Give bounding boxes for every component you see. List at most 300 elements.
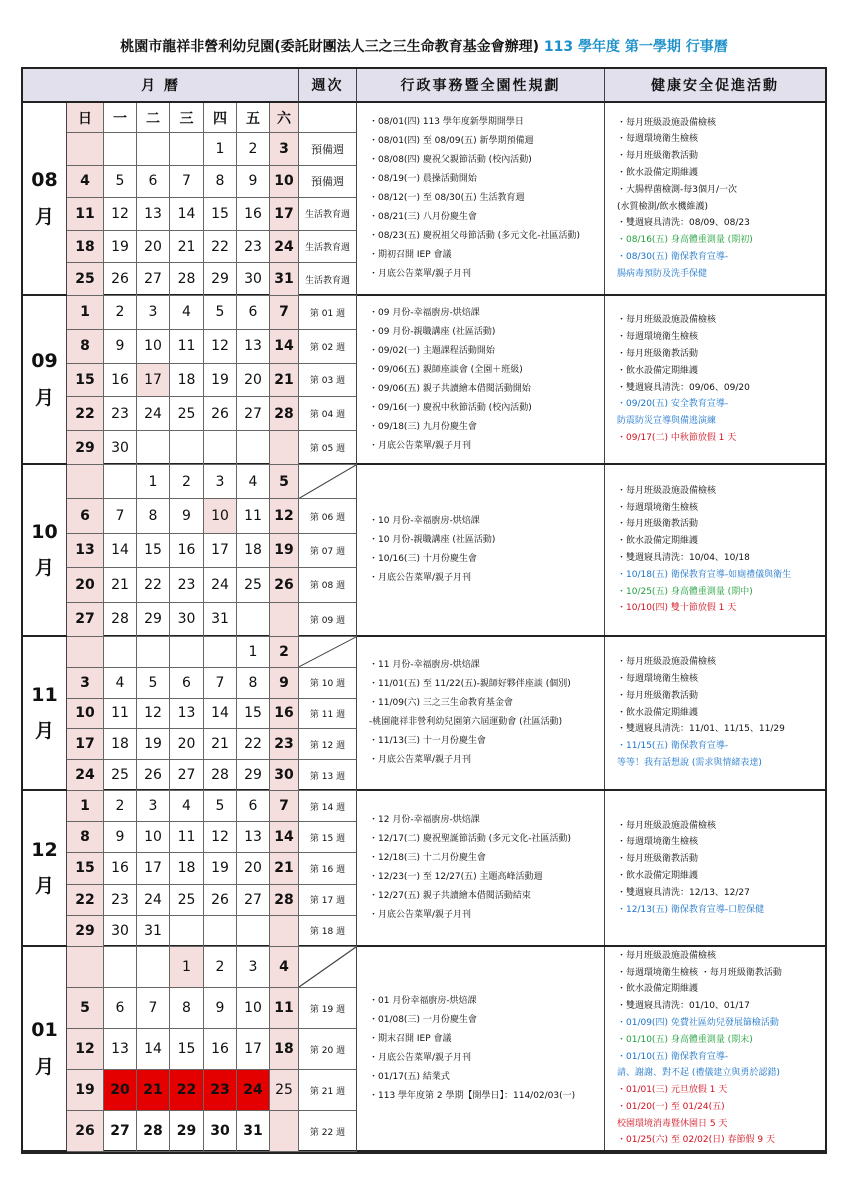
- health-activities: [605, 103, 825, 294]
- calendar-day: 28: [104, 603, 137, 637]
- calendar-day: 19: [104, 231, 137, 264]
- calendar-day: 8: [204, 166, 237, 199]
- calendar-day: 15: [67, 364, 104, 398]
- calendar-day: 1: [137, 465, 170, 499]
- calendar-day: 17: [67, 729, 104, 760]
- calendar-day: 14: [270, 330, 299, 364]
- health-activity-item: ・每月班級衛教活動: [617, 151, 699, 162]
- calendar-day: 18: [270, 1029, 299, 1070]
- calendar-day: 27: [104, 1111, 137, 1152]
- calendar-day: 30: [104, 431, 137, 465]
- week-label: 生活教育週: [299, 231, 357, 264]
- calendar-day: 24: [237, 1070, 270, 1111]
- calendar-day: 26: [137, 760, 170, 791]
- weekday-header: 五: [237, 103, 270, 133]
- calendar-day: 29: [67, 431, 104, 465]
- calendar-day: 22: [170, 1070, 204, 1111]
- health-activity-item: ・12/13(五) 衛保教育宣導-口腔保健: [617, 904, 765, 915]
- health-activity-item: ・雙週寢具清洗：11/01、11/15、11/29: [617, 724, 785, 735]
- calendar-day: 22: [67, 885, 104, 916]
- calendar-day: 12: [270, 499, 299, 533]
- calendar-day: 3: [67, 668, 104, 699]
- month-suffix: 月: [34, 386, 54, 409]
- calendar-day: 27: [137, 263, 170, 296]
- calendar-day: [67, 947, 104, 988]
- health-activities: [605, 947, 825, 1150]
- calendar-day: 27: [67, 603, 104, 637]
- month-block-09: [23, 296, 825, 465]
- health-activity-item: ・飲水設備定期維護: [617, 871, 699, 881]
- calendar-day: 31: [137, 916, 170, 947]
- calendar-day: 5: [137, 668, 170, 699]
- calendar-day: 21: [137, 1070, 170, 1111]
- health-activity-item: 防震防災宣導與備逃演練: [617, 416, 717, 427]
- calendar-day: 15: [137, 534, 170, 568]
- calendar-day: 29: [137, 603, 170, 637]
- calendar-day: 5: [104, 166, 137, 199]
- month-suffix: 月: [34, 720, 54, 742]
- calendar-day: 17: [137, 364, 170, 398]
- title-year: 113 學年度 第一學期 行事曆: [543, 39, 728, 55]
- calendar-day: 9: [104, 822, 137, 853]
- health-activity-item: 腸病毒預防及洗手保健: [617, 268, 708, 279]
- calendar-day: [170, 916, 204, 947]
- health-activity-item: ・每週環境衛生檢核: [617, 674, 699, 684]
- calendar-day: 21: [104, 568, 137, 602]
- calendar-day: 12: [104, 198, 137, 231]
- health-activity-item: ・每月班級衛教活動: [617, 348, 699, 359]
- health-activity-item: ・雙週寢具清洗：01/10、01/17: [617, 1001, 750, 1012]
- calendar-day: 25: [270, 1070, 299, 1111]
- admin-event-item: ・12/17(二) 慶祝聖誕節活動 (多元文化-社區活動): [369, 834, 571, 844]
- health-activity-item: ・每月班級設施設備檢核: [617, 485, 717, 496]
- calendar-day: 1: [204, 133, 237, 166]
- calendar-day: 8: [237, 668, 270, 699]
- admin-event-item: ・10/16(三) 十月份慶生會: [369, 554, 477, 564]
- admin-events: [357, 947, 605, 1150]
- week-header-blank: [299, 103, 357, 133]
- month-block-08: [23, 103, 825, 296]
- calendar-day: 3: [270, 133, 299, 166]
- admin-event-item: -桃園龍祥非營利幼兒園第六屆運動會 (社區活動): [369, 717, 563, 727]
- health-activity-item: ・01/01(三) 元旦放假 1 天: [617, 1085, 728, 1096]
- month-block-12: [23, 791, 825, 947]
- week-label: 第 09 週: [299, 603, 357, 637]
- calendar-day: 5: [270, 465, 299, 499]
- health-activity-item: ・每週環境衛生檢核: [617, 502, 699, 513]
- calendar-day: 20: [237, 364, 270, 398]
- calendar-day: 21: [270, 853, 299, 884]
- calendar-day: 29: [170, 1111, 204, 1152]
- calendar-day: 7: [137, 988, 170, 1029]
- health-activity-item: ・每月班級設施設備檢核: [617, 820, 717, 831]
- calendar-day: 13: [67, 534, 104, 568]
- week-label: 第 17 週: [299, 885, 357, 916]
- calendar-day: 16: [204, 1029, 237, 1070]
- admin-event-item: ・期初召開 IEP 會議: [369, 250, 452, 260]
- calendar-day: 20: [170, 729, 204, 760]
- admin-event-item: ・09/18(三) 九月份慶生會: [369, 421, 477, 432]
- calendar-day: 16: [104, 853, 137, 884]
- health-activity-item: ・每月班級衛教活動: [617, 690, 699, 701]
- month-block-01: [23, 947, 825, 1152]
- calendar-day: 10: [137, 822, 170, 853]
- health-activity-item: ・10/10(四) 雙十節放假 1 天: [617, 603, 737, 614]
- admin-event-item: ・08/01(四) 至 08/09(五) 新學期預備週: [369, 136, 534, 146]
- admin-event-item: ・月底公告菜單/親子月刊: [369, 910, 472, 920]
- calendar-day: 17: [270, 198, 299, 231]
- calendar-day: 2: [270, 637, 299, 668]
- admin-events: [357, 103, 605, 294]
- week-label: 第 06 週: [299, 499, 357, 533]
- calendar-day: 19: [67, 1070, 104, 1111]
- calendar-day: 12: [204, 822, 237, 853]
- calendar-day: [204, 916, 237, 947]
- admin-event-item: ・10 月份-親職講座 (社區活動): [369, 535, 496, 545]
- calendar-day: 14: [137, 1029, 170, 1070]
- calendar-day: 10: [270, 166, 299, 199]
- calendar-day: [270, 431, 299, 465]
- health-activity-item: ・每週環境衛生檢核: [617, 134, 699, 145]
- health-activity-item: ・雙週寢具清洗：09/06、09/20: [617, 382, 750, 393]
- calendar-day: 7: [170, 166, 204, 199]
- calendar-day: [137, 133, 170, 166]
- calendar-day: 23: [204, 1070, 237, 1111]
- calendar-day: [104, 637, 137, 668]
- health-activities: [605, 637, 825, 789]
- week-label: 第 13 週: [299, 760, 357, 791]
- calendar-day: 31: [270, 263, 299, 296]
- calendar-day: 14: [270, 822, 299, 853]
- health-activity-item: ・01/09(四) 免費社區幼兒發展篩檢活動: [617, 1017, 779, 1028]
- admin-event-item: ・08/01(四) 113 學年度新學期開學日: [369, 117, 524, 127]
- calendar-day: [67, 133, 104, 166]
- admin-event-item: ・01/17(五) 結業式: [369, 1071, 450, 1082]
- header-admin: 行政事務暨全園性規劃: [357, 69, 605, 103]
- health-activity-item: 請、謝謝、對不起 (禮儀建立與勇於認錯): [617, 1068, 780, 1079]
- week-label: 第 19 週: [299, 988, 357, 1029]
- admin-event-item: ・09 月份-親職講座 (社區活動): [369, 326, 496, 337]
- admin-event-item: ・月底公告菜單/親子月刊: [369, 755, 472, 765]
- health-activity-item: ・10/18(五) 衛保教育宣導-如廁禮儀與衛生: [617, 569, 792, 580]
- calendar-day: 5: [204, 791, 237, 822]
- calendar-day: 11: [270, 988, 299, 1029]
- diagonal-slash-icon: [299, 947, 356, 987]
- week-label: 第 18 週: [299, 916, 357, 947]
- admin-events: [357, 465, 605, 635]
- calendar-day: 25: [237, 568, 270, 602]
- month-name: [23, 103, 67, 294]
- calendar-day: 22: [204, 231, 237, 264]
- calendar-day: 14: [170, 198, 204, 231]
- calendar-day: 23: [270, 729, 299, 760]
- month-number: 08: [31, 169, 58, 192]
- calendar-day: 12: [67, 1029, 104, 1070]
- admin-event-item: ・08/19(一) 晨操活動開始: [369, 174, 477, 184]
- week-label: 第 05 週: [299, 431, 357, 465]
- health-activity-item: ・每月班級設施設備檢核: [617, 117, 717, 128]
- header-health: 健康安全促進活動: [605, 69, 825, 103]
- week-label: 第 10 週: [299, 668, 357, 699]
- admin-event-item: ・11/01(五) 至 11/22(五)-親師好夥伴座談 (個別): [369, 679, 571, 689]
- calendar-day: 7: [204, 668, 237, 699]
- health-activity-item: ・大腸桿菌檢測-每3個月/一次: [617, 184, 738, 195]
- week-label: 生活教育週: [299, 198, 357, 231]
- admin-event-item: ・10 月份-幸福廚房-烘焙課: [369, 516, 480, 526]
- week-label-empty: [299, 637, 357, 668]
- weekday-header: 四: [204, 103, 237, 133]
- week-label: 第 14 週: [299, 791, 357, 822]
- calendar-day: 8: [67, 330, 104, 364]
- calendar-day: 24: [137, 397, 170, 431]
- month-suffix: 月: [34, 205, 54, 228]
- week-label: 第 02 週: [299, 330, 357, 364]
- weekday-header: 一: [104, 103, 137, 133]
- month-name: [23, 637, 67, 789]
- calendar-day: 6: [237, 296, 270, 330]
- admin-event-item: ・08/12(一) 至 08/30(五) 生活教育週: [369, 193, 525, 203]
- calendar-day: [170, 431, 204, 465]
- calendar-day: 5: [67, 988, 104, 1029]
- health-activity-item: 校園環境消毒暨休園日 5 天: [617, 1118, 728, 1129]
- week-label: 生活教育週: [299, 263, 357, 296]
- health-activity-item: ・09/20(五) 安全教育宣導-: [617, 399, 729, 410]
- calendar-day: 24: [204, 568, 237, 602]
- calendar-day: 4: [67, 166, 104, 199]
- calendar-day: 14: [204, 699, 237, 730]
- month-number: 12: [31, 838, 58, 861]
- calendar-day: 3: [137, 296, 170, 330]
- week-label-empty: [299, 465, 357, 499]
- admin-event-item: ・月底公告菜單/親子月刊: [369, 573, 472, 583]
- calendar-day: [137, 637, 170, 668]
- health-activities: [605, 465, 825, 635]
- calendar-day: 18: [104, 729, 137, 760]
- health-activity-item: ・08/30(五) 衛保教育宣導-: [617, 251, 729, 262]
- calendar-day: 19: [204, 853, 237, 884]
- admin-event-item: ・月底公告菜單/親子月刊: [369, 269, 472, 279]
- health-activity-item: ・每週環境衛生檢核 ・每月班級衛教活動: [617, 967, 782, 978]
- calendar-day: 22: [137, 568, 170, 602]
- calendar-day: 14: [104, 534, 137, 568]
- calendar-day: 25: [170, 885, 204, 916]
- calendar-day: 26: [270, 568, 299, 602]
- health-activity-item: ・飲水設備定期維護: [617, 365, 699, 376]
- calendar-day: 20: [237, 853, 270, 884]
- health-activity-item: 等等！我有話想說 (需求與情緒表達): [617, 757, 762, 768]
- health-activity-item: ・01/10(五) 身高體重測量 (期末): [617, 1034, 753, 1045]
- calendar-day: 6: [170, 668, 204, 699]
- calendar-day: 24: [270, 231, 299, 264]
- calendar-day: 26: [67, 1111, 104, 1152]
- calendar-day: 7: [104, 499, 137, 533]
- admin-event-item: ・12/23(一) 至 12/27(五) 主題高峰活動週: [369, 872, 543, 882]
- week-label: 第 21 週: [299, 1070, 357, 1111]
- calendar-day: 29: [204, 263, 237, 296]
- admin-event-item: ・09/06(五) 親子共讀繪本借閱活動開始: [369, 383, 531, 394]
- calendar-day: 4: [170, 296, 204, 330]
- month-name: [23, 296, 67, 463]
- calendar-day: 15: [170, 1029, 204, 1070]
- calendar-day: 24: [137, 885, 170, 916]
- calendar-day: [170, 637, 204, 668]
- page-title: [0, 36, 848, 56]
- week-label: 第 12 週: [299, 729, 357, 760]
- calendar-day: 10: [204, 499, 237, 533]
- week-label-empty: [299, 947, 357, 988]
- calendar-day: 8: [170, 988, 204, 1029]
- calendar-day: [104, 465, 137, 499]
- health-activity-item: ・飲水設備定期維護: [617, 984, 699, 995]
- calendar-day: 27: [237, 885, 270, 916]
- calendar-day: 30: [170, 603, 204, 637]
- calendar-day: [104, 133, 137, 166]
- calendar-day: 1: [170, 947, 204, 988]
- calendar-day: 20: [67, 568, 104, 602]
- month-name: [23, 465, 67, 635]
- header-calendar: 月 曆: [23, 69, 299, 103]
- calendar-day: 15: [204, 198, 237, 231]
- month-number: 01: [31, 1019, 58, 1042]
- calendar-day: 23: [104, 397, 137, 431]
- calendar-day: 28: [204, 760, 237, 791]
- month-number: 09: [31, 350, 58, 373]
- calendar-day: 13: [170, 699, 204, 730]
- calendar-day: 21: [270, 364, 299, 398]
- health-activity-item: ・雙週寢具清洗：12/13、12/27: [617, 887, 750, 898]
- calendar-day: 3: [204, 465, 237, 499]
- calendar-day: 18: [67, 231, 104, 264]
- calendar-day: 15: [67, 853, 104, 884]
- calendar-day: 7: [270, 296, 299, 330]
- calendar-day: 13: [237, 330, 270, 364]
- diagonal-slash-icon: [299, 637, 356, 667]
- calendar-day: 1: [67, 296, 104, 330]
- calendar-day: 17: [137, 853, 170, 884]
- calendar-day: [67, 637, 104, 668]
- health-activity-item: ・08/16(五) 身高體重測量 (期初): [617, 235, 753, 246]
- admin-events: [357, 637, 605, 789]
- calendar-day: 21: [204, 729, 237, 760]
- calendar-day: 18: [170, 364, 204, 398]
- admin-event-item: ・09/06(五) 親師座談會 (全園＋班級): [369, 364, 523, 375]
- calendar-table: [21, 67, 827, 1154]
- calendar-day: 2: [170, 465, 204, 499]
- calendar-day: 13: [104, 1029, 137, 1070]
- calendar-day: 19: [204, 364, 237, 398]
- calendar-day: 2: [104, 791, 137, 822]
- calendar-day: 11: [237, 499, 270, 533]
- calendar-day: 13: [137, 198, 170, 231]
- week-label: 第 01 週: [299, 296, 357, 330]
- health-activity-item: (水質檢測/飲水機維護): [617, 201, 709, 212]
- admin-event-item: ・12/18(三) 十二月份慶生會: [369, 853, 486, 863]
- calendar-day: [137, 947, 170, 988]
- calendar-day: 26: [204, 885, 237, 916]
- calendar-day: 23: [237, 231, 270, 264]
- admin-event-item: ・09 月份-幸福廚房-烘焙課: [369, 307, 480, 318]
- admin-event-item: ・期末召開 IEP 會議: [369, 1033, 452, 1044]
- admin-event-item: ・11/09(六) 三之三生命教育基金會: [369, 698, 513, 708]
- health-activity-item: ・飲水設備定期維護: [617, 167, 699, 178]
- calendar-day: 9: [237, 166, 270, 199]
- calendar-day: 18: [237, 534, 270, 568]
- calendar-day: [270, 603, 299, 637]
- admin-event-item: ・09/02(一) 主題課程活動開始: [369, 345, 495, 356]
- health-activity-item: ・雙週寢具清洗：10/04、10/18: [617, 553, 750, 563]
- calendar-day: 16: [104, 364, 137, 398]
- calendar-day: 24: [67, 760, 104, 791]
- admin-event-item: ・113 學年度第 2 學期【開學日】：114/02/03(一): [369, 1090, 576, 1101]
- month-block-10: [23, 465, 825, 637]
- admin-event-item: ・08/08(四) 慶祝父親節活動 (校內活動): [369, 155, 532, 165]
- week-label: 預備週: [299, 133, 357, 166]
- calendar-day: 18: [170, 853, 204, 884]
- calendar-day: 10: [67, 699, 104, 730]
- calendar-day: 16: [170, 534, 204, 568]
- calendar-day: 28: [270, 885, 299, 916]
- calendar-day: 22: [67, 397, 104, 431]
- admin-event-item: ・01 月份幸福廚房-烘焙課: [369, 995, 477, 1006]
- health-activity-item: ・雙週寢具清洗：08/09、08/23: [617, 218, 750, 229]
- calendar-day: 13: [237, 822, 270, 853]
- health-activity-item: ・每週環境衛生檢核: [617, 332, 699, 343]
- calendar-day: 27: [170, 760, 204, 791]
- health-activities: [605, 296, 825, 463]
- health-activity-item: ・10/25(五) 身高體重測量 (期中): [617, 586, 753, 597]
- calendar-day: 16: [270, 699, 299, 730]
- calendar-day: 4: [104, 668, 137, 699]
- health-activity-item: ・每月班級衛教活動: [617, 519, 699, 530]
- calendar-day: 25: [67, 263, 104, 296]
- calendar-day: 7: [270, 791, 299, 822]
- weekday-header: 三: [170, 103, 204, 133]
- calendar-day: 25: [104, 760, 137, 791]
- weekday-header: 二: [137, 103, 170, 133]
- admin-event-item: ・月底公告菜單/親子月刊: [369, 1052, 472, 1063]
- week-label: 第 22 週: [299, 1111, 357, 1152]
- month-name: [23, 947, 67, 1150]
- calendar-day: 6: [67, 499, 104, 533]
- week-label: 第 07 週: [299, 534, 357, 568]
- calendar-day: 9: [270, 668, 299, 699]
- health-activity-item: ・飲水設備定期維護: [617, 707, 699, 718]
- calendar-day: 12: [137, 699, 170, 730]
- calendar-day: 8: [137, 499, 170, 533]
- calendar-day: 8: [67, 822, 104, 853]
- calendar-day: 2: [104, 296, 137, 330]
- calendar-day: 17: [237, 1029, 270, 1070]
- calendar-day: 6: [137, 166, 170, 199]
- calendar-day: 25: [170, 397, 204, 431]
- health-activity-item: ・11/15(五) 衛保教育宣導-: [617, 741, 729, 752]
- calendar-day: 9: [104, 330, 137, 364]
- calendar-day: 30: [104, 916, 137, 947]
- admin-event-item: ・08/23(五) 慶祝祖父母節活動 (多元文化-社區活動): [369, 231, 580, 241]
- calendar-day: 9: [170, 499, 204, 533]
- health-activity-item: ・每月班級設施設備檢核: [617, 950, 717, 961]
- calendar-day: 29: [237, 760, 270, 791]
- calendar-day: 31: [204, 603, 237, 637]
- admin-event-item: ・11 月份-幸福廚房-烘焙課: [369, 660, 480, 670]
- calendar-day: 1: [237, 637, 270, 668]
- calendar-day: 30: [237, 263, 270, 296]
- calendar-day: 11: [170, 822, 204, 853]
- calendar-day: 21: [170, 231, 204, 264]
- health-activity-item: ・每月班級設施設備檢核: [617, 657, 717, 668]
- calendar-day: 28: [270, 397, 299, 431]
- calendar-day: 10: [237, 988, 270, 1029]
